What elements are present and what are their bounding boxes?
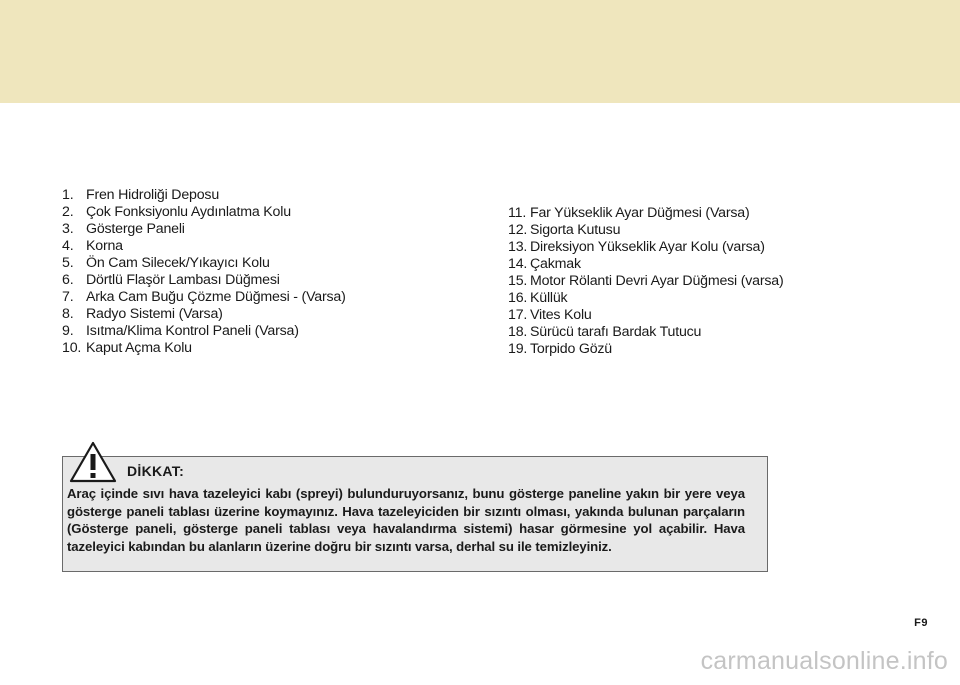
list-item-number: 12. [508, 222, 528, 238]
page-number: F9 [914, 617, 928, 629]
header-band [0, 0, 960, 103]
list-item-number: 16. [508, 290, 528, 306]
list-item-number: 17. [508, 307, 528, 323]
list-item [508, 239, 784, 256]
list-item [62, 289, 346, 306]
list-item-number: 3. [62, 221, 74, 237]
list-item [508, 256, 784, 273]
list-item-text: Fren Hidroliği Deposu [86, 187, 220, 203]
list-item-text: Gösterge Paneli [86, 221, 185, 237]
list-item-text: Çakmak [530, 256, 581, 272]
list-item-number: 1. [62, 187, 74, 203]
component-list-right [508, 205, 784, 358]
list-item-number: 19. [508, 341, 528, 357]
warning-body: Araç içinde sıvı hava tazeleyici kabı (spreyi) bulunduruyorsanız, bunu gösterge paneline yakın bir yere veya gösterge paneli tablası üzerine koymayınız. Hava tazeleyiciden bir sızıntı olması, yakında bulunan parçaların (Gösterge paneli, gösterge paneli tablası veya havalandırma sistemi) hasar görmesine yol açabilir. Hava tazeleyici kabından bu alanların üzerine doğru bir sızıntı varsa, derhal su ile temizleyiniz. [67, 486, 745, 554]
list-item [508, 324, 784, 341]
list-item-number: 15. [508, 273, 528, 289]
list-item [508, 307, 784, 324]
list-item [62, 221, 346, 238]
list-item [508, 341, 784, 358]
list-item [508, 273, 784, 290]
list-item [62, 340, 346, 357]
list-item [62, 204, 346, 221]
component-list-left [62, 187, 346, 357]
list-item-number: 8. [62, 306, 74, 322]
list-item [62, 323, 346, 340]
list-item-number: 7. [62, 289, 74, 305]
list-item-text: Direksiyon Yükseklik Ayar Kolu (varsa) [530, 239, 765, 255]
list-item-text: Korna [86, 238, 123, 254]
list-item-text: Isıtma/Klima Kontrol Paneli (Varsa) [86, 323, 299, 339]
warning-box [62, 456, 768, 572]
list-item-number: 4. [62, 238, 74, 254]
list-item-number: 18. [508, 324, 528, 340]
list-item-number: 9. [62, 323, 74, 339]
list-item-number: 14. [508, 256, 528, 272]
list-item [62, 187, 346, 204]
warning-triangle-icon [69, 441, 117, 483]
list-item-text: Küllük [530, 290, 568, 306]
list-item-number: 11. [508, 205, 527, 221]
list-item-text: Dörtlü Flaşör Lambası Düğmesi [86, 272, 280, 288]
list-item [62, 238, 346, 255]
list-item-number: 13. [508, 239, 528, 255]
list-item-text: Sigorta Kutusu [530, 222, 621, 238]
warning-title: DİKKAT: [127, 463, 185, 479]
list-item-text: Radyo Sistemi (Varsa) [86, 306, 223, 322]
list-item [508, 222, 784, 239]
list-item-number: 10. [62, 340, 82, 356]
list-item-number: 6. [62, 272, 74, 288]
list-item-text: Torpido Gözü [530, 341, 612, 357]
list-item [62, 306, 346, 323]
list-item [508, 205, 784, 222]
list-item-text: Far Yükseklik Ayar Düğmesi (Varsa) [530, 205, 750, 221]
list-item [62, 255, 346, 272]
list-item [62, 272, 346, 289]
list-item-text: Ön Cam Silecek/Yıkayıcı Kolu [86, 255, 270, 271]
list-item-text: Sürücü tarafı Bardak Tutucu [530, 324, 702, 340]
list-item-text: Çok Fonksiyonlu Aydınlatma Kolu [86, 204, 291, 220]
list-item-text: Vites Kolu [530, 307, 592, 323]
list-item-text: Kaput Açma Kolu [86, 340, 192, 356]
watermark: carmanualsonline.info [700, 647, 948, 675]
list-item-number: 2. [62, 204, 74, 220]
list-item-text: Motor Rölanti Devri Ayar Düğmesi (varsa) [530, 273, 784, 289]
list-item-text: Arka Cam Buğu Çözme Düğmesi - (Varsa) [86, 289, 346, 305]
list-item-number: 5. [62, 255, 74, 271]
list-item [508, 290, 784, 307]
